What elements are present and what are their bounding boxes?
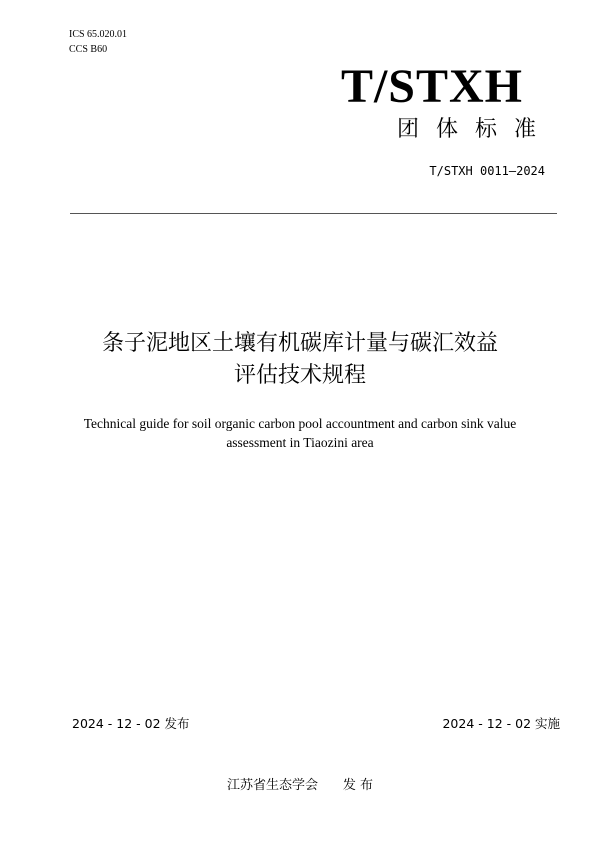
ics-code: ICS 65.020.01: [69, 29, 128, 40]
english-title: [0, 414, 600, 452]
standard-number: T/STXH 0011—2024: [429, 164, 545, 178]
standard-type: 团体标准: [396, 117, 553, 142]
implement-date: 2024 - 12 - 02 实施: [442, 716, 560, 731]
chinese-title-line-2: 评估技术规程: [233, 363, 366, 388]
publish-date: 2024 - 12 - 02 发布: [72, 716, 190, 731]
chinese-title: [0, 328, 600, 392]
english-title-line-2: assessment in Tiaozini area: [226, 435, 374, 450]
standard-mark: T/STXH: [340, 60, 523, 113]
header-divider: [70, 213, 557, 214]
publisher: 江苏省生态学会 发 布: [227, 778, 373, 793]
ccs-code: CCS B60: [69, 44, 108, 55]
english-title-line-1: Technical guide for soil organic carbon pool accountment and carbon sink value: [83, 416, 517, 431]
chinese-title-line-1: 条子泥地区土壤有机碳库计量与碳汇效益: [101, 331, 498, 356]
